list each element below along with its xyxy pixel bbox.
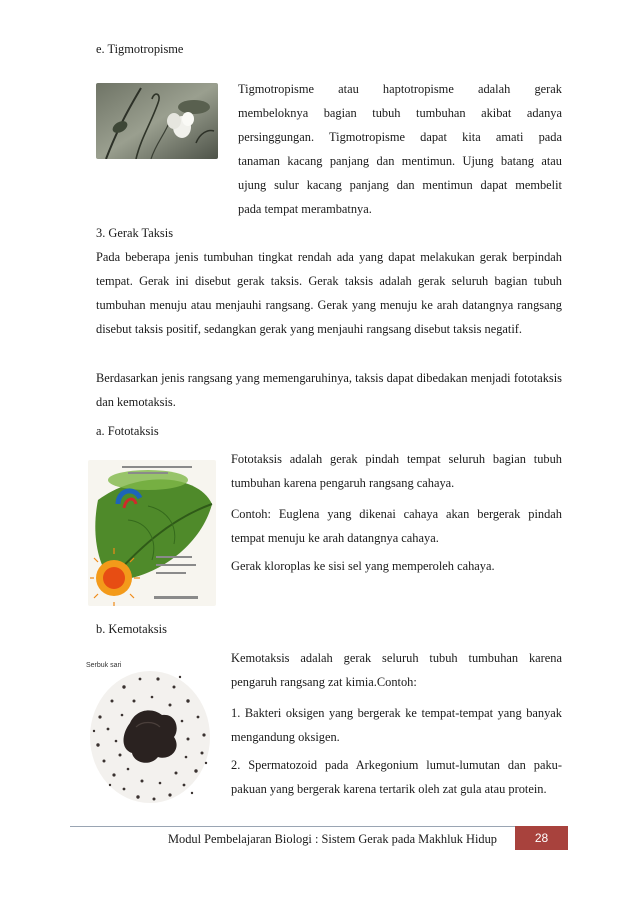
tendril-photo <box>96 83 218 159</box>
kemotaksis-example-2: 2. Spermatozoid pada Arkegonium lumut-lumutan dan paku-pakuan yang bergerak karena tertarik oleh zat gula atau protein. <box>231 758 562 796</box>
tigmotropisme-definition <box>238 77 562 197</box>
text-line: ujung sulur kacang panjang dan mentimun dapat membelit <box>238 178 562 192</box>
fototaksis-definition: Fototaksis adalah gerak pindah tempat seluruh bagian tubuh tumbuhan karena pengaruh rangsang cahaya. <box>231 452 562 490</box>
page-number-badge: 28 <box>515 826 568 850</box>
fototaksis-diagram <box>88 460 216 606</box>
text-line: persinggungan. Tigmotropisme dapat kita amati pada <box>238 130 562 144</box>
tendril-photo-image <box>96 83 218 159</box>
fototaksis-example: Contoh: Euglena yang dikenai cahaya akan bergerak pindah tempat menuju ke arah datangnya cahaya. <box>231 507 562 545</box>
tigmotropisme-definition-end: pada tempat merambatnya. <box>238 202 372 216</box>
text-line: tanaman kacang panjang dan mentimun. Ujung batang atau <box>238 154 562 168</box>
heading-gerak-taksis: 3. Gerak Taksis <box>96 226 174 240</box>
pollen-microscope-image <box>80 657 216 807</box>
figure-label: Serbuk sari <box>86 662 122 669</box>
kemotaksis-definition: Kemotaksis adalah gerak seluruh tubuh tumbuhan karena pengaruh rangsang zat kimia.Contoh: <box>231 651 562 689</box>
text-line: membeloknya bagian tubuh tumbuhan akibat adanya <box>238 106 562 120</box>
text-line: Tigmotropisme atau haptotropisme adalah gerak <box>238 82 562 96</box>
footer-divider <box>70 826 568 827</box>
taksis-paragraph: Pada beberapa jenis tumbuhan tingkat rendah ada yang dapat melakukan gerak berpindah tempat. Gerak ini disebut gerak taksis. Gerak taksis adalah gerak seluruh bagian tubuh tumbuhan menuju atau menjauhi rangsang. Gerak yang menuju ke arah datangnya rangsang disebut taksis positif, sedangkan gerak yang menjauhi rangsang disebut taksis negatif. <box>96 250 562 336</box>
leaf-sun-diagram <box>88 460 216 606</box>
kemotaksis-figure <box>80 657 216 807</box>
heading-tigmotropisme: e. Tigmotropisme <box>96 42 184 56</box>
taksis-types-paragraph: Berdasarkan jenis rangsang yang memengaruhinya, taksis dapat dibedakan menjadi fototaksis dan kemotaksis. <box>96 371 562 409</box>
footer-title: Modul Pembelajaran Biologi : Sistem Gerak pada Makhluk Hidup <box>168 832 497 846</box>
heading-fototaksis: a. Fototaksis <box>96 424 159 438</box>
fototaksis-chloroplast: Gerak kloroplas ke sisi sel yang memperoleh cahaya. <box>231 559 495 573</box>
heading-kemotaksis: b. Kemotaksis <box>96 622 167 636</box>
kemotaksis-example-1: 1. Bakteri oksigen yang bergerak ke tempat-tempat yang banyak mengandung oksigen. <box>231 706 562 744</box>
